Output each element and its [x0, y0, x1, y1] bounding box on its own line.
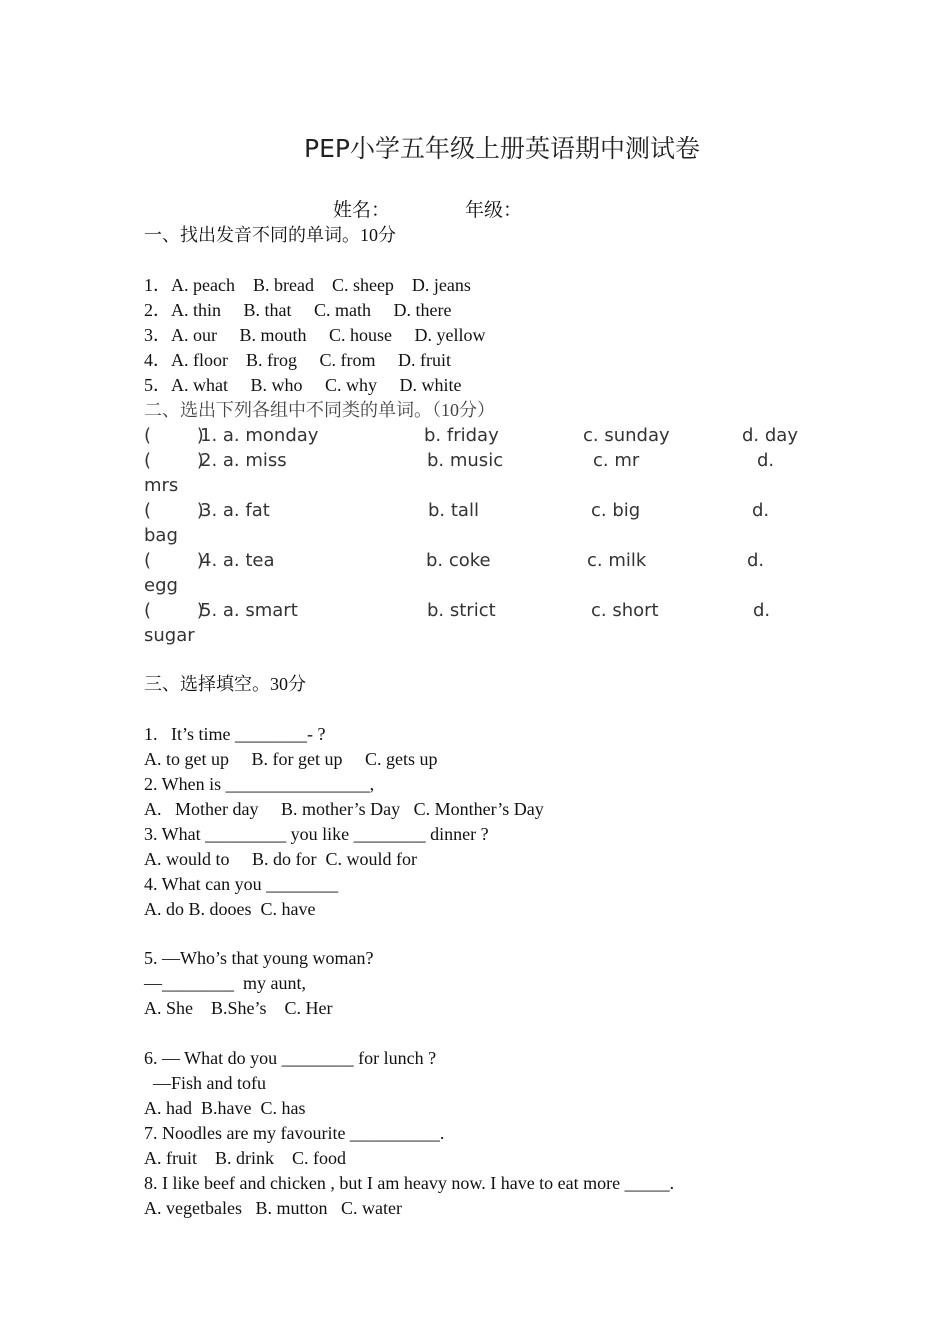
options-line: A. Mother day B. mother’s Day C. Monther’s Day — [144, 799, 544, 819]
section2-heading: 二、选出下列各组中不同类的单词。（10分） — [144, 400, 495, 420]
option-d: d. — [752, 500, 770, 521]
section1-item: 4．A. floor B. frog C. from D. fruit — [144, 350, 451, 370]
question-line: —________ my aunt, — [144, 973, 306, 993]
answer-paren: ( ) — [144, 600, 204, 621]
option-c: c. sunday — [583, 425, 670, 446]
section3-heading: 三、选择填空。30分 — [144, 674, 306, 694]
options-line: A. do B. dooes C. have — [144, 899, 316, 919]
answer-paren: ( ) — [144, 500, 204, 521]
option-c: c. big — [591, 500, 641, 521]
option-a: 1. a. monday — [200, 425, 319, 446]
option-d-wrap: bag — [144, 525, 178, 546]
option-d-wrap: egg — [144, 575, 178, 596]
option-b: b. strict — [427, 600, 496, 621]
section1-item: 2．A. thin B. that C. math D. there — [144, 300, 452, 320]
page-title: PEP小学五年级上册英语期中测试卷 — [304, 134, 700, 163]
option-a: 5. a. smart — [200, 600, 298, 621]
option-d: d. — [753, 600, 771, 621]
section1-item: 1．A. peach B. bread C. sheep D. jeans — [144, 275, 471, 295]
answer-paren: ( ) — [144, 425, 204, 446]
option-b: b. coke — [426, 550, 491, 571]
answer-paren: ( ) — [144, 550, 204, 571]
question-line: 5. —Who’s that young woman? — [144, 948, 374, 968]
grade-label: 年级： — [465, 200, 523, 221]
question-line: 4. What can you ________ — [144, 874, 339, 894]
option-d: d. — [757, 450, 775, 471]
question-line: 8. I like beef and chicken , but I am heavy now. I have to eat more _____. — [144, 1173, 675, 1193]
option-d-wrap: sugar — [144, 625, 195, 646]
option-c: c. milk — [587, 550, 647, 571]
name-label: 姓名： — [333, 200, 391, 221]
question-line: 6. — What do you ________ for lunch ? — [144, 1048, 437, 1068]
question-line: 7. Noodles are my favourite __________. — [144, 1123, 445, 1143]
section1-heading: 一、找出发音不同的单词。10分 — [144, 225, 396, 245]
options-line: A. to get up B. for get up C. gets up — [144, 749, 438, 769]
section1-item: 5．A. what B. who C. why D. white — [144, 375, 462, 395]
option-a: 2. a. miss — [200, 450, 287, 471]
question-line: 2. When is ________________, — [144, 774, 375, 794]
options-line: A. had B.have C. has — [144, 1098, 306, 1118]
section1-item: 3．A. our B. mouth C. house D. yellow — [144, 325, 486, 345]
answer-paren: ( ) — [144, 450, 204, 471]
option-a: 3. a. fat — [200, 500, 270, 521]
options-line: A. vegetbales B. mutton C. water — [144, 1198, 402, 1218]
question-line: —Fish and tofu — [144, 1073, 267, 1093]
option-d-wrap: mrs — [144, 475, 179, 496]
option-b: b. music — [427, 450, 504, 471]
question-line: 3. What _________ you like ________ dinner ? — [144, 824, 489, 844]
option-b: b. tall — [428, 500, 479, 521]
option-d: d. — [747, 550, 765, 571]
option-a: 4. a. tea — [200, 550, 275, 571]
options-line: A. fruit B. drink C. food — [144, 1148, 346, 1168]
options-line: A. She B.She’s C. Her — [144, 998, 333, 1018]
options-line: A. would to B. do for C. would for — [144, 849, 417, 869]
option-c: c. mr — [593, 450, 640, 471]
option-d: d. day — [742, 425, 798, 446]
option-c: c. short — [591, 600, 659, 621]
question-line: 1. It’s time ________- ? — [144, 724, 326, 744]
option-b: b. friday — [424, 425, 499, 446]
